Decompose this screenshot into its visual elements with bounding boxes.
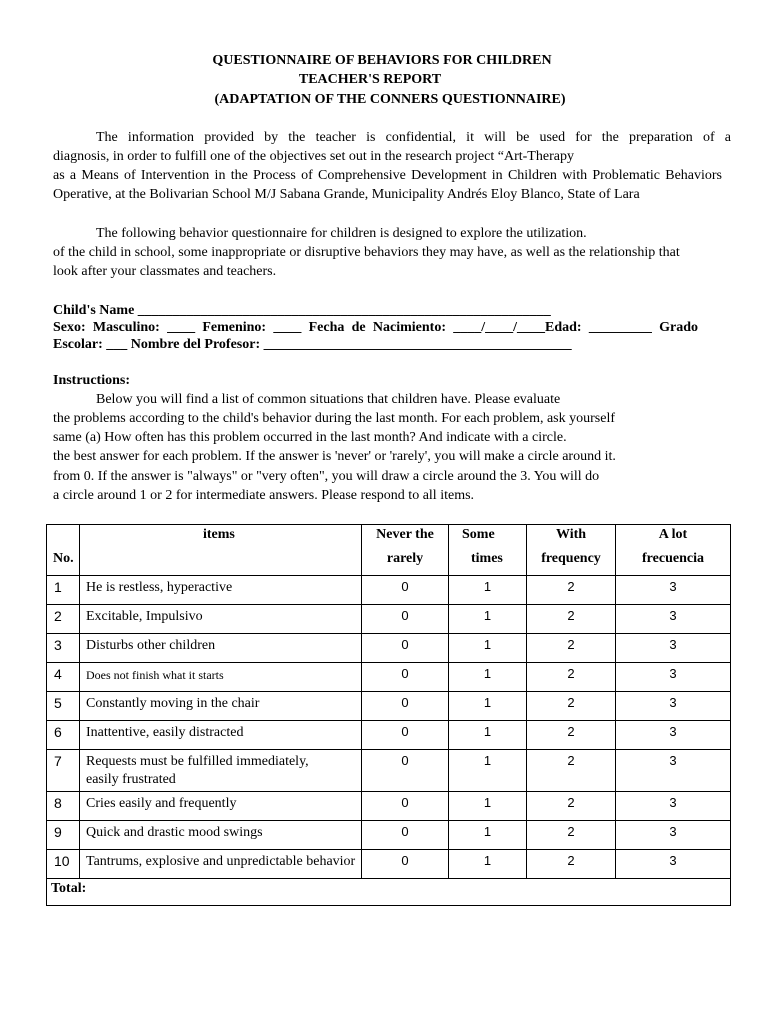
row-item: Cries easily and frequently: [80, 792, 362, 821]
row-item: Inattentive, easily distracted: [80, 721, 362, 750]
header-items: items: [80, 525, 362, 576]
row-number: 1: [47, 576, 80, 605]
score-3[interactable]: 3: [616, 721, 731, 750]
header-some-times: Some times: [449, 525, 527, 576]
score-0[interactable]: 0: [362, 663, 449, 692]
intro-p2-line1: The following behavior questionnaire for children is designed to explore the utilization.: [96, 226, 587, 241]
score-2[interactable]: 2: [527, 750, 616, 792]
table-row: [47, 850, 731, 879]
score-1[interactable]: 1: [449, 750, 527, 792]
score-2[interactable]: 2: [527, 792, 616, 821]
score-3[interactable]: 3: [616, 663, 731, 692]
row-item: Tantrums, explosive and unpredictable behavior: [80, 850, 362, 879]
score-0[interactable]: 0: [362, 576, 449, 605]
table-row: [47, 634, 731, 663]
score-3[interactable]: 3: [616, 792, 731, 821]
row-number: 6: [47, 721, 80, 750]
intro-p1-line3: as a Means of Intervention in the Process of Comprehensive Development in Children with Problematic Behaviors: [53, 168, 722, 183]
score-0[interactable]: 0: [362, 634, 449, 663]
row-number: 9: [47, 821, 80, 850]
score-0[interactable]: 0: [362, 850, 449, 879]
score-2[interactable]: 2: [527, 576, 616, 605]
score-3[interactable]: 3: [616, 750, 731, 792]
row-item-line2: easily frustrated: [86, 772, 176, 787]
row-item: Constantly moving in the chair: [80, 692, 362, 721]
header-a-lot: A lot frecuencia: [616, 525, 731, 576]
score-2[interactable]: 2: [527, 663, 616, 692]
row-item: Disturbs other children: [80, 634, 362, 663]
row-number: 4: [47, 663, 80, 692]
row-item: He is restless, hyperactive: [80, 576, 362, 605]
table-row: [47, 663, 731, 692]
row-number: 2: [47, 605, 80, 634]
intro-p2-line3: look after your classmates and teachers.: [53, 264, 277, 279]
score-2[interactable]: 2: [527, 692, 616, 721]
header-with-frequency: With frequency: [527, 525, 616, 576]
table-row: [47, 821, 731, 850]
title-teacher-report: TEACHER'S REPORT: [298, 72, 442, 87]
score-0[interactable]: 0: [362, 792, 449, 821]
instructions-heading: Instructions:: [53, 373, 131, 388]
score-2[interactable]: 2: [527, 850, 616, 879]
row-number: 3: [47, 634, 80, 663]
table-row: [47, 692, 731, 721]
header-never-rarely: Never the rarely: [362, 525, 449, 576]
instructions-line1: Below you will find a list of common situations that children have. Please evaluate: [96, 392, 561, 407]
row-item-line1: Requests must be fulfilled immediately,: [86, 754, 309, 769]
score-2[interactable]: 2: [527, 721, 616, 750]
table-row: [47, 605, 731, 634]
behavior-table: [46, 524, 731, 906]
instructions-line4: the best answer for each problem. If the answer is 'never' or 'rarely', you will make a circle around it.: [53, 449, 616, 464]
row-number: 5: [47, 692, 80, 721]
score-0[interactable]: 0: [362, 750, 449, 792]
intro-p1-line2: diagnosis, in order to fulfill one of the objectives set out in the research project “Art-Therapy: [53, 149, 574, 164]
intro-p2-line2: of the child in school, some inappropriate or disruptive behaviors they may have, as well as the relationship that: [53, 245, 680, 260]
teacher-name-field[interactable]: Escolar: ___ Nombre del Profesor: ____________________________________________: [53, 337, 572, 352]
score-3[interactable]: 3: [616, 850, 731, 879]
score-2[interactable]: 2: [527, 634, 616, 663]
row-item: Does not finish what it starts: [80, 663, 362, 692]
table-header-row: [47, 525, 731, 576]
table-row: [47, 792, 731, 821]
score-0[interactable]: 0: [362, 721, 449, 750]
score-1[interactable]: 1: [449, 792, 527, 821]
row-item: [80, 750, 362, 792]
sex-birthdate-field[interactable]: Sexo: Masculino: ____ Femenino: ____ Fecha de Nacimiento: ____/____/____Edad: _________ Grado: [53, 320, 698, 335]
score-1[interactable]: 1: [449, 850, 527, 879]
score-3[interactable]: 3: [616, 634, 731, 663]
childs-name-field[interactable]: Child's Name ___________________________________________________________: [53, 303, 551, 318]
score-1[interactable]: 1: [449, 576, 527, 605]
score-1[interactable]: 1: [449, 721, 527, 750]
instructions-line3: same (a) How often has this problem occurred in the last month? And indicate with a circle.: [53, 430, 567, 445]
score-1[interactable]: 1: [449, 692, 527, 721]
score-1[interactable]: 1: [449, 821, 527, 850]
table-row: [47, 576, 731, 605]
intro-p1-line4: Operative, at the Bolivarian School M/J Sabana Grande, Municipality Andrés Eloy Blanco, State of Lara: [53, 187, 640, 202]
row-item: Excitable, Impulsivo: [80, 605, 362, 634]
score-0[interactable]: 0: [362, 692, 449, 721]
score-0[interactable]: 0: [362, 605, 449, 634]
score-2[interactable]: 2: [527, 821, 616, 850]
instructions-line6: a circle around 1 or 2 for intermediate answers. Please respond to all items.: [53, 488, 475, 503]
row-number: 8: [47, 792, 80, 821]
score-1[interactable]: 1: [449, 634, 527, 663]
table-row: [47, 750, 731, 792]
score-1[interactable]: 1: [449, 663, 527, 692]
total-row: [47, 879, 731, 906]
instructions-line5: from 0. If the answer is "always" or "very often", you will draw a circle around the 3. You will do: [53, 469, 600, 484]
intro-p1-line1: The information provided by the teacher is confidential, it will be used for the preparation of a: [96, 130, 731, 145]
score-3[interactable]: 3: [616, 576, 731, 605]
score-1[interactable]: 1: [449, 605, 527, 634]
row-number: 7: [47, 750, 80, 792]
row-item: Quick and drastic mood swings: [80, 821, 362, 850]
score-3[interactable]: 3: [616, 821, 731, 850]
title-questionnaire: QUESTIONNAIRE OF BEHAVIORS FOR CHILDREN: [212, 53, 552, 68]
header-no: No.: [47, 525, 80, 576]
row-number: 10: [47, 850, 80, 879]
title-adaptation: (ADAPTATION OF THE CONNERS QUESTIONNAIRE): [214, 92, 566, 107]
score-3[interactable]: 3: [616, 605, 731, 634]
table-row: [47, 721, 731, 750]
score-3[interactable]: 3: [616, 692, 731, 721]
score-0[interactable]: 0: [362, 821, 449, 850]
total-label: Total:: [47, 879, 731, 906]
score-2[interactable]: 2: [527, 605, 616, 634]
instructions-line2: the problems according to the child's behavior during the last month. For each problem, ask yourself: [53, 411, 615, 426]
